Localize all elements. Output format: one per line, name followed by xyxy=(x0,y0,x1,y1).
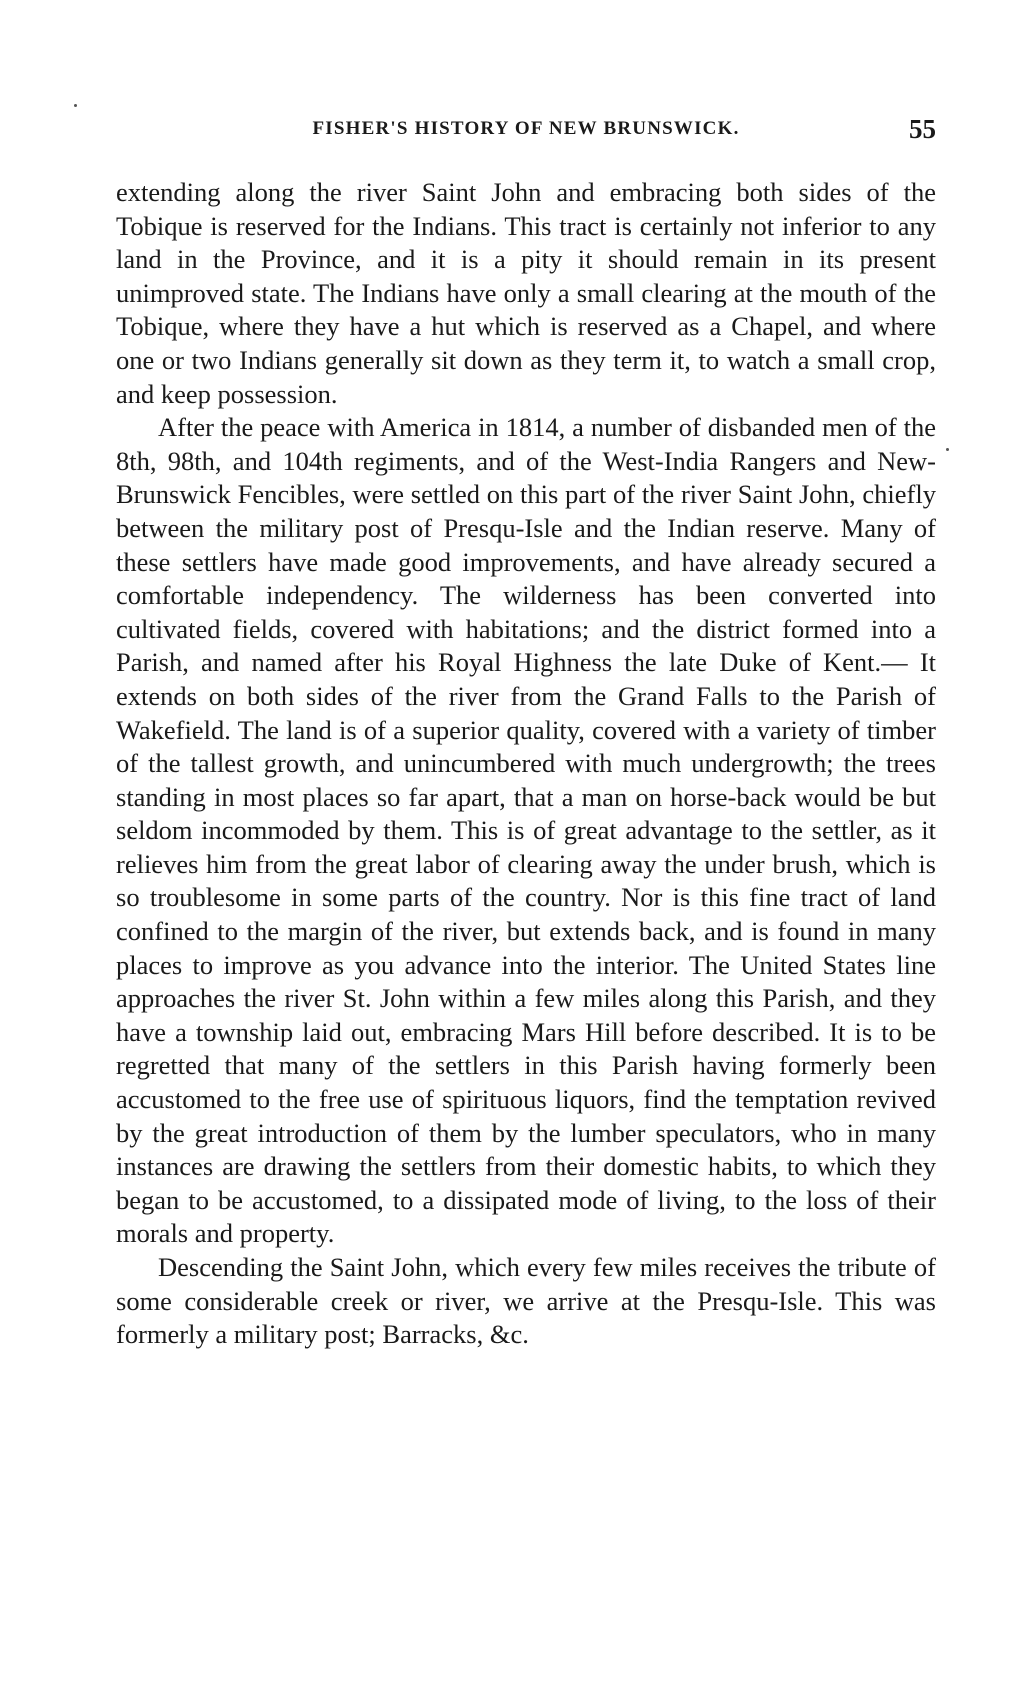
page-header xyxy=(116,114,936,152)
body-text xyxy=(116,176,936,1352)
paragraph-1: extending along the river Saint John and embracing both sides of the Tobique is reserved for the Indians. This tract is certainly not inferior to any land in the Province, and it is a pity it should remain in its present unimproved state. The Indians have only a small clearing at the mouth of the Tobique, where they have a hut which is reserved as a Chapel, and where one or two Indians generally sit down as they term it, to watch a small crop, and keep possession. xyxy=(116,177,936,409)
paragraph-2: After the peace with America in 1814, a number of disbanded men of the 8th, 98th, and 104th regiments, and of the West-India Rangers and New-Brunswick Fencibles, were settled on this part of the river Saint John, chiefly between the military post of Presqu-Isle and the Indian reserve. Many of these settlers have made good improvements, and have already secured a comfortable independency. The wilderness has been converted into cultivated fields, covered with habitations; and the district formed into a Parish, and named after his Royal Highness the late Duke of Kent.— It extends on both sides of the river from the Grand Falls to the Parish of Wakefield. The land is of a superior quality, covered with a variety of timber of the tallest growth, and unincumbered with much undergrowth; the trees standing in most places so far apart, that a man on horse-back would be but seldom incommoded by them. This is of great advantage to the settler, as it relieves him from the great labor of clearing away the under brush, which is so troublesome in some parts of the country. Nor is this fine tract of land confined to the margin of the river, but extends back, and is found in many places to improve as you advance into the interior. The United States line approaches the river St. John within a few miles along this Parish, and they have a township laid out, embracing Mars Hill before described. It is to be regretted that many of the settlers in this Parish having formerly been accustomed to the free use of spirituous liquors, find the temptation revived by the great introduction of them by the lumber speculators, who in many instances are drawing the settlers from their domestic habits, to which they began to be accustomed, to a dissipated mode of living, to the loss of their morals and property. xyxy=(116,412,936,1249)
print-speck xyxy=(74,104,77,107)
print-speck xyxy=(946,448,949,451)
paragraph-3: Descending the Saint John, which every few miles receives the tribute of some considerable creek or river, we arrive at the Presqu-Isle. This was formerly a military post; Barracks, &c. xyxy=(116,1252,936,1350)
running-title: FISHER'S HISTORY OF NEW BRUNSWICK. xyxy=(312,118,740,139)
page-number: 55 xyxy=(909,114,936,144)
